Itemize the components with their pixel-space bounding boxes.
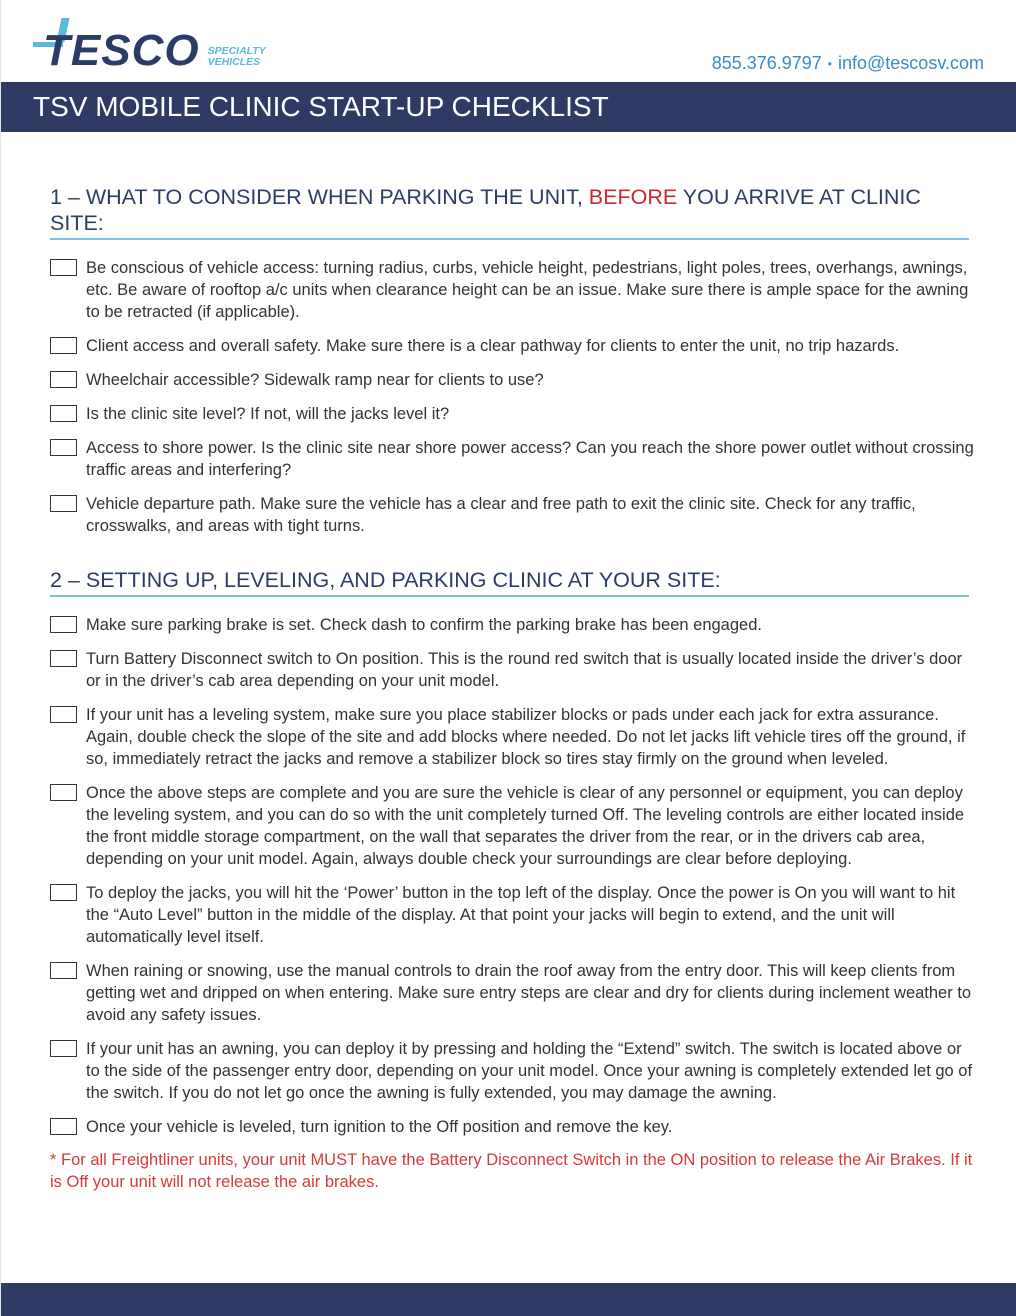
heading-emphasis: BEFORE (588, 185, 678, 209)
checklist-item (50, 704, 976, 770)
item-text: Vehicle departure path. Make sure the vehicle has a clear and free path to exit the clinic site. Check for any traffic, crosswalks, and areas with tight turns. (86, 495, 916, 535)
item-text: Wheelchair accessible? Sidewalk ramp near for clients to use? (86, 371, 544, 389)
checkbox[interactable] (50, 337, 77, 354)
phone[interactable]: 855.376.9797 (711, 53, 822, 73)
checklist-item (50, 369, 976, 391)
checklist-item (50, 437, 976, 481)
logo-word: TESCO (43, 26, 200, 75)
checkbox[interactable] (50, 495, 77, 512)
footer-bar (1, 1283, 1016, 1316)
checkbox[interactable] (50, 1118, 77, 1135)
contact-info (712, 53, 984, 74)
logo-sub2: VEHICLES (207, 56, 261, 68)
brake-note: * For all Freightliner units, your unit MUST have the Battery Disconnect Switch in the ON position to release the Air Brakes. If it is Off your unit will not release the air brakes. (50, 1151, 973, 1191)
item-text: Turn Battery Disconnect switch to On position. This is the round red switch that is usually located inside the driver’s door or in the driver’s cab area depending on your unit model. (86, 650, 963, 690)
checkbox[interactable] (50, 439, 77, 456)
checkbox[interactable] (50, 405, 77, 422)
checklist (50, 184, 976, 1193)
logo-mark (33, 18, 200, 74)
checklist-item (50, 960, 976, 1026)
logo-subtitle (208, 46, 266, 68)
section1-items (50, 257, 976, 537)
checklist-item (50, 1116, 976, 1138)
item-text: Access to shore power. Is the clinic site near shore power access? Can you reach the shore power outlet without crossing traffic areas and interfering? (86, 439, 974, 479)
logo-sub1: SPECIALTY (207, 45, 266, 57)
item-text: Is the clinic site level? If not, will the jacks level it? (86, 405, 450, 423)
item-text: Make sure parking brake is set. Check dash to confirm the parking brake has been engaged. (86, 616, 762, 634)
section2-items (50, 614, 976, 1138)
item-text: Once the above steps are complete and you are sure the vehicle is clear of any personnel or equipment, you can deploy the leveling system, and you can do so with the unit completely turned Off. The leveling controls are either located inside the front middle storage compartment, on the wall that separates the driver from the rear, or in the drivers cab area, depending on your unit model. Again, always double check your surroundings are clear before deploying. (86, 784, 965, 868)
section2-heading: 2 – SETTING UP, LEVELING, AND PARKING CLINIC AT YOUR SITE: (50, 567, 969, 597)
item-text: Client access and overall safety. Make sure there is a clear pathway for clients to enter the unit, no trip hazards. (86, 337, 900, 355)
item-text: Be conscious of vehicle access: turning radius, curbs, vehicle height, pedestrians, light poles, trees, overhangs, awnings, etc. Be aware of rooftop a/c units when clearance height can be an issue. Make sure there is ample space for the awning to be retracted (if applicable). (86, 259, 969, 321)
checklist-item (50, 782, 976, 870)
separator: • (827, 57, 832, 72)
section1-heading (50, 184, 969, 240)
item-text: Once your vehicle is leveled, turn ignition to the Off position and remove the key. (86, 1118, 673, 1136)
checkbox[interactable] (50, 706, 77, 723)
checkbox[interactable] (50, 962, 77, 979)
heading-text: 1 – WHAT TO CONSIDER WHEN PARKING THE UNIT, (50, 185, 589, 209)
item-text: If your unit has an awning, you can deploy it by pressing and holding the “Extend” switch. The switch is located above or to the side of the passenger entry door, depending on your unit model. Once your awning is completely extended let go of the switch. If you do not let go once the awning is fully extended, you may damage the awning. (86, 1040, 973, 1102)
checkbox[interactable] (50, 650, 77, 667)
checkbox[interactable] (50, 784, 77, 801)
checkbox[interactable] (50, 371, 77, 388)
checkbox[interactable] (50, 259, 77, 276)
item-text: To deploy the jacks, you will hit the ‘Power’ button in the top left of the display. Once the power is On you will want to hit the “Auto Level” button in the middle of the display. At that point your jacks will begin to extend, and the unit will automatically level itself. (86, 884, 956, 946)
checkbox[interactable] (50, 884, 77, 901)
checkbox[interactable] (50, 1040, 77, 1057)
page-title: TSV MOBILE CLINIC START-UP CHECKLIST (1, 82, 1016, 132)
checklist-item (50, 648, 976, 692)
checklist-item (50, 882, 976, 948)
checklist-item (50, 335, 976, 357)
checklist-item (50, 257, 976, 323)
checkbox[interactable] (50, 616, 77, 633)
item-text: When raining or snowing, use the manual controls to drain the roof away from the entry door. This will keep clients from getting wet and dripped on when entering. Make sure entry steps are clear and dry for clients during inclement weather to avoid any safety issues. (86, 962, 972, 1024)
checklist-item (50, 403, 976, 425)
email-link[interactable]: info@tescosv.com (838, 53, 984, 73)
checklist-item (50, 493, 976, 537)
item-text: If your unit has a leveling system, make sure you place stabilizer blocks or pads under each jack for extra assurance. Again, double check the slope of the site and add blocks where needed. Do not let jacks lift vehicle tires off the ground, if so, immediately retract the jacks and remove a stabilizer block so tires stay firmly on the ground when leveled. (86, 706, 966, 768)
heading-text: YOU ARRIVE AT CLINIC SITE: (50, 185, 921, 235)
checklist-item (50, 614, 976, 636)
tesco-logo (33, 16, 266, 74)
checklist-item (50, 1038, 976, 1104)
